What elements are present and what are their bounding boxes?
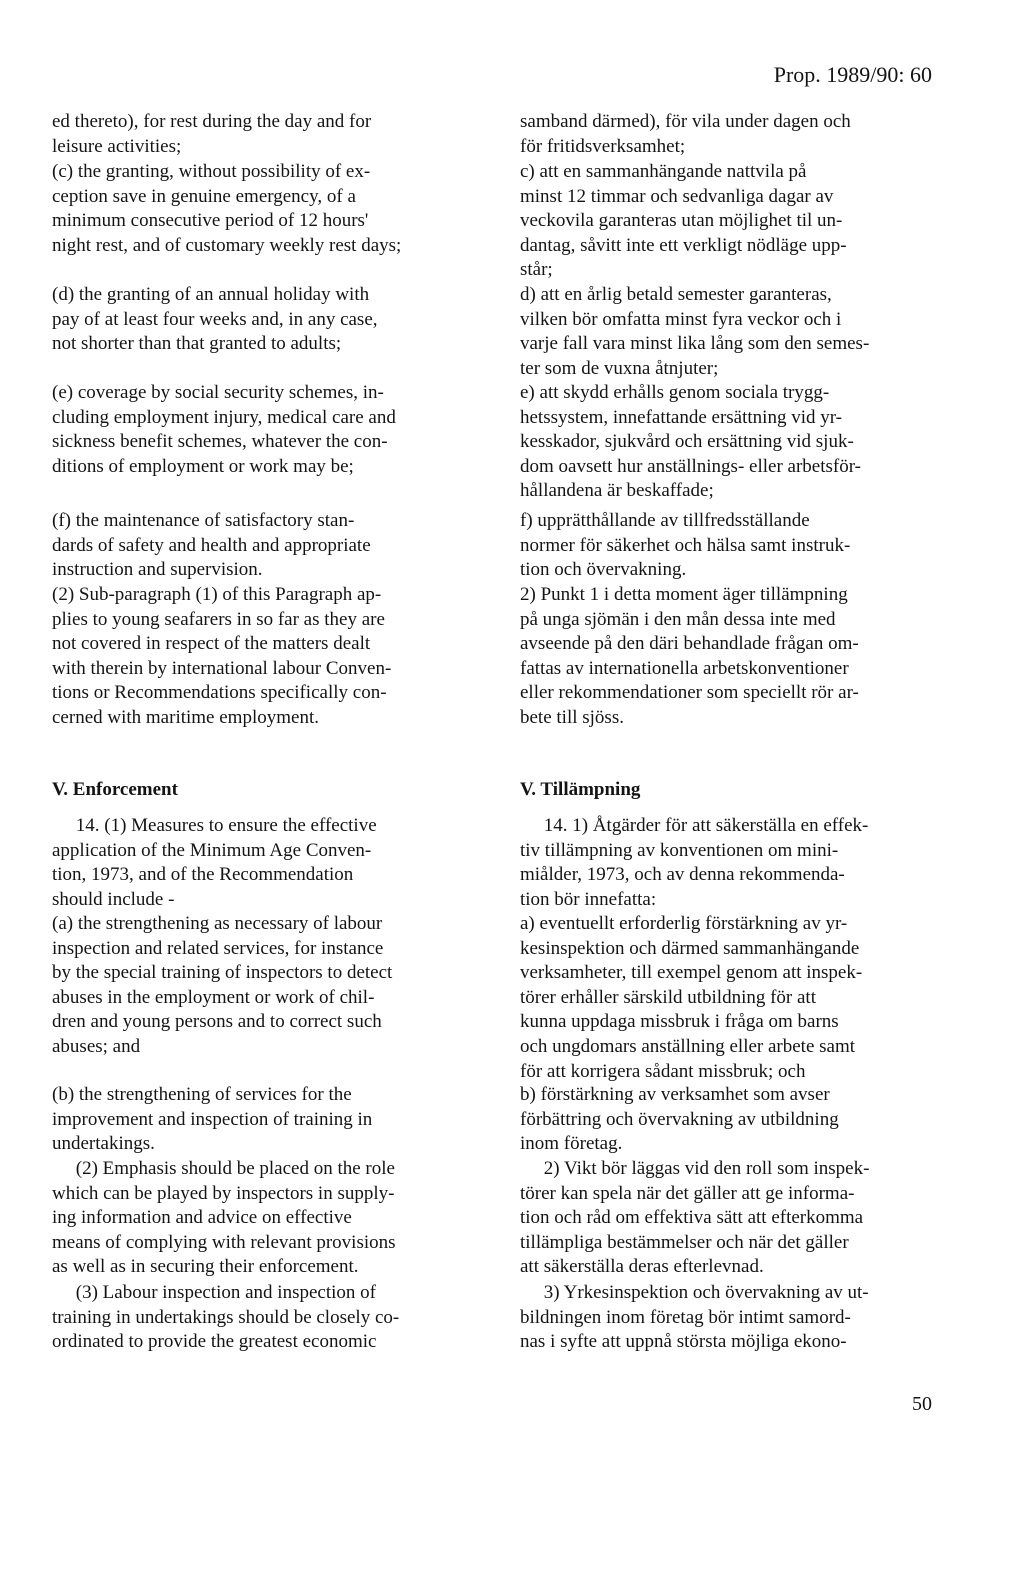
paragraph-14-3: 3) Yrkesinspektion och övervakning av ut- bildningen inom företag bör intimt samord- nas i syfte att uppnå största möjliga ekono-	[520, 1282, 869, 1353]
paragraph-14-b: (b) the strengthening of services for the improvement and inspection of training in undertakings.	[52, 1084, 373, 1155]
page-number: 50	[912, 1393, 932, 1415]
paragraph-14-3: (3) Labour inspection and inspection of training in undertakings should be closely co- ordinated to provide the greatest economic	[52, 1282, 400, 1353]
paragraph-intro: samband därmed), för vila under dagen och för fritidsverksamhet;	[520, 111, 851, 157]
paragraph-2: 2) Punkt 1 i detta moment äger tillämpning på unga sjömän i den mån dessa inte med avseende på den däri behandlade frågan om- fattas av internationella arbetskonventioner eller rekommendationer som speciellt rör ar- bete till sjöss.	[520, 584, 859, 728]
paragraph-14-a: a) eventuellt erforderlig förstärkning av yr- kesinspektion och därmed sammanhängande verksamheter, till exempel genom att inspek- törer erhåller särskild utbildning för att kunna uppdaga missbruk i fråga om barns och ungdomars anställning eller arbete samt för att korrigera sådant missbruk; och	[520, 913, 863, 1082]
section-heading: V. Enforcement	[52, 779, 178, 800]
paragraph-d: d) att en årlig betald semester garanteras, vilken bör omfatta minst fyra veckor och i varje fall vara minst lika lång som den semes- ter som de vuxna åtnjuter;	[520, 284, 870, 379]
paragraph-intro: ed thereto), for rest during the day and for leisure activities;	[52, 111, 372, 157]
paragraph-e: (e) coverage by social security schemes, in- cluding employment injury, medical care and sickness benefit schemes, whatever the con- ditions of employment or work may be;	[52, 382, 396, 477]
paragraph-f: (f) the maintenance of satisfactory stan- dards of safety and health and appropriate instruction and supervision.	[52, 510, 371, 581]
paragraph-e: e) att skydd erhålls genom sociala trygg- hetssystem, innefattande ersättning vid yr- kesskador, sjukvård och ersättning vid sjuk- dom oavsett hur anställnings- eller arbetsför- hållandena är beskaffade;	[520, 382, 861, 502]
paragraph-14-2: (2) Emphasis should be placed on the role which can be played by inspectors in supply- ing information and advice on effective means of complying with relevant provisions as well as in securing their enforcement.	[52, 1158, 396, 1278]
paragraph-14-b: b) förstärkning av verksamhet som avser förbättring och övervakning av utbildning inom företag.	[520, 1084, 839, 1155]
paragraph-14-1: 14. 1) Åtgärder för att säkerställa en effek- tiv tillämpning av konventionen om mini- miålder, 1973, och av denna rekommenda- tion bör innefatta:	[520, 815, 869, 910]
section-heading: V. Tillämpning	[520, 779, 641, 800]
paragraph-14-1: 14. (1) Measures to ensure the effective application of the Minimum Age Conven- tion, 1973, and of the Recommendation should include -	[52, 815, 377, 910]
paragraph-c: (c) the granting, without possibility of ex- ception save in genuine emergency, of a minimum consecutive period of 12 hours' night rest, and of customary weekly rest days;	[52, 161, 402, 256]
paragraph-14-2: 2) Vikt bör läggas vid den roll som inspek- törer kan spela när det gäller att ge informa- tion och råd om effektiva sätt att efterkomma tillämpliga bestämmelser och när det gäller att säkerställa deras efterlevnad.	[520, 1158, 870, 1278]
paragraph-14-a: (a) the strengthening as necessary of labour inspection and related services, for instance by the special training of inspectors to detect abuses in the employment or work of chil- dren and young persons and to correct such abuses; and	[52, 913, 393, 1057]
paragraph-d: (d) the granting of an annual holiday with pay of at least four weeks and, in any case, not shorter than that granted to adults;	[52, 284, 378, 355]
paragraph-f: f) upprätthållande av tillfredsställande normer för säkerhet och hälsa samt instruk- tion och övervakning.	[520, 510, 851, 581]
paragraph-2: (2) Sub-paragraph (1) of this Paragraph ap- plies to young seafarers in so far as they are not covered in respect of the matters dealt with therein by international labour Conven- tions or Recommendations specifically con- cerned with maritime employment.	[52, 584, 392, 728]
paragraph-c: c) att en sammanhängande nattvila på minst 12 timmar och sedvanliga dagar av veckovila garanteras utan möjlighet til un- dantag, såvitt inte ett verkligt nödläge upp- står;	[520, 161, 847, 281]
document-reference: Prop. 1989/90: 60	[773, 62, 932, 87]
